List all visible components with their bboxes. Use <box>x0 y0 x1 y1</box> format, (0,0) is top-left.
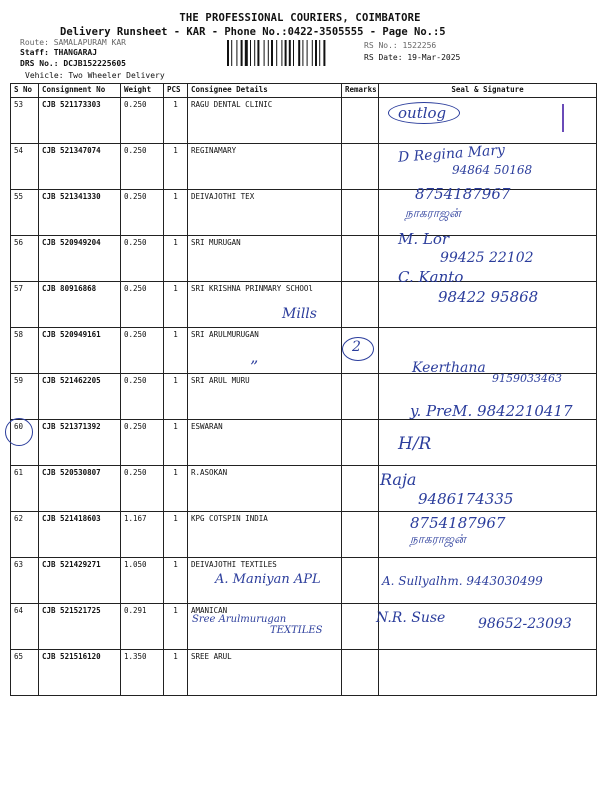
weight-cell: 0.250 <box>121 466 164 512</box>
consignee-cell: SRI MURUGAN <box>188 236 342 282</box>
consignee-cell: SRI KRISHNA PRINMARY SCHOOl <box>188 282 342 328</box>
table-row <box>11 512 597 558</box>
signature-61: H/R <box>398 434 432 454</box>
remarks-cell <box>342 650 379 696</box>
consignee-cell: SREE ARUL <box>188 650 342 696</box>
sno-cell: 59 <box>11 374 39 420</box>
table-row <box>11 98 597 144</box>
remarks-cell <box>342 512 379 558</box>
sno-cell: 64 <box>11 604 39 650</box>
signature-53: outlog <box>398 104 447 122</box>
sno-cell: 60 <box>11 420 39 466</box>
remarks-cell <box>342 282 379 328</box>
vehicle-label: Vehicle: Two Wheeler Delivery <box>25 71 165 80</box>
signature-56-name: M. Lor <box>398 230 450 248</box>
consignee-cell: RAGU DENTAL CLINIC <box>188 98 342 144</box>
consignee-cell: AMANICAN <box>188 604 342 650</box>
signature-cell <box>379 650 597 696</box>
signature-59-name: Keerthana <box>412 360 486 376</box>
weight-cell: 0.250 <box>121 328 164 374</box>
pcs-cell: 1 <box>164 604 188 650</box>
consignment-cell: CJB 521371392 <box>39 420 121 466</box>
weight-cell: 1.350 <box>121 650 164 696</box>
weight-cell: 0.291 <box>121 604 164 650</box>
col-remarks: Remarks <box>342 84 379 98</box>
col-seal-signature: Seal & Signature <box>379 84 597 98</box>
consignment-cell: CJB 520530807 <box>39 466 121 512</box>
note-58-mills: Mills <box>282 306 317 322</box>
signature-62-name: Raja <box>380 470 417 489</box>
weight-cell: 0.250 <box>121 236 164 282</box>
consignee-cell: REGINAMARY <box>188 144 342 190</box>
pcs-cell: 1 <box>164 420 188 466</box>
weight-cell: 0.250 <box>121 190 164 236</box>
signature-65-phone: 98652-23093 <box>478 616 572 632</box>
remarks-cell <box>342 558 379 604</box>
note-64: A. Maniyan APL <box>215 572 321 587</box>
pcs-cell: 1 <box>164 558 188 604</box>
pcs-cell: 1 <box>164 98 188 144</box>
route-label: Route: SAMALAPURAM KAR <box>20 38 126 47</box>
pcs-cell: 1 <box>164 466 188 512</box>
consignment-cell: CJB 521462205 <box>39 374 121 420</box>
pcs-cell: 1 <box>164 328 188 374</box>
sno-cell: 57 <box>11 282 39 328</box>
weight-cell: 0.250 <box>121 282 164 328</box>
barcode <box>227 40 357 66</box>
consignee-cell: R.ASOKAN <box>188 466 342 512</box>
table-row <box>11 420 597 466</box>
signature-59-phone: 9159033463 <box>492 372 562 385</box>
note-65-textiles: TEXTILES <box>270 625 323 636</box>
signature-55-name: நாகராஜன் <box>405 206 461 220</box>
rs-date: RS Date: 19-Mar-2025 <box>364 53 461 62</box>
pcs-cell: 1 <box>164 236 188 282</box>
table-row <box>11 650 597 696</box>
weight-cell: 1.167 <box>121 512 164 558</box>
weight-cell: 0.250 <box>121 420 164 466</box>
signature-65-name: N.R. Suse <box>376 610 446 626</box>
company-title: THE PROFESSIONAL COURIERS, COIMBATORE <box>179 12 421 24</box>
sno-cell: 53 <box>11 98 39 144</box>
consignee-cell: ESWARAN <box>188 420 342 466</box>
remarks-cell <box>342 98 379 144</box>
sno-cell: 63 <box>11 558 39 604</box>
signature-54-phone: 94864 50168 <box>452 163 533 177</box>
signature-62-phone: 9486174335 <box>418 490 514 508</box>
consignment-cell: CJB 521347074 <box>39 144 121 190</box>
consignment-cell: CJB 520949161 <box>39 328 121 374</box>
col-consignment: Consignment No <box>39 84 121 98</box>
sno-cell: 56 <box>11 236 39 282</box>
pcs-cell: 1 <box>164 374 188 420</box>
pcs-cell: 1 <box>164 190 188 236</box>
drs-number: DRS No.: DCJB152225605 <box>20 59 126 68</box>
remarks-cell <box>342 420 379 466</box>
col-weight: Weight <box>121 84 164 98</box>
rs-number: RS No.: 1522256 <box>364 41 437 50</box>
consignment-cell: CJB 521418603 <box>39 512 121 558</box>
signature-60: y. PreM. 9842210417 <box>410 402 573 420</box>
weight-cell: 0.250 <box>121 144 164 190</box>
consignment-cell: CJB 521521725 <box>39 604 121 650</box>
remarks-cell <box>342 374 379 420</box>
weight-cell: 0.250 <box>121 374 164 420</box>
col-sno: S No <box>11 84 39 98</box>
pcs-cell: 1 <box>164 282 188 328</box>
signature-57-name: C. Kanto <box>398 268 464 286</box>
signature-63-phone: 8754187967 <box>410 514 506 532</box>
sno-cell: 62 <box>11 512 39 558</box>
sno-cell: 58 <box>11 328 39 374</box>
col-pcs: PCS <box>164 84 188 98</box>
sno-cell: 61 <box>11 466 39 512</box>
sno-cell: 65 <box>11 650 39 696</box>
remarks-cell <box>342 466 379 512</box>
sno-cell: 55 <box>11 190 39 236</box>
circle-59-number: 2 <box>352 339 361 355</box>
signature-55-phone: 8754187967 <box>415 185 511 203</box>
consignee-cell: SRI ARUL MURU <box>188 374 342 420</box>
circle-row-61 <box>5 418 33 446</box>
signature-57-phone: 98422 95868 <box>438 288 539 306</box>
pcs-cell: 1 <box>164 144 188 190</box>
weight-cell: 0.250 <box>121 98 164 144</box>
pcs-cell: 1 <box>164 512 188 558</box>
remarks-cell <box>342 190 379 236</box>
consignee-cell: DEIVAJOTHI TEX <box>188 190 342 236</box>
weight-cell: 1.050 <box>121 558 164 604</box>
consignee-cell: DEIVAJOTHI TEXTILES <box>188 558 342 604</box>
staff-label: Staff: THANGARAJ <box>20 48 98 57</box>
margin-mark-53 <box>562 104 564 132</box>
consignment-cell: CJB 521173303 <box>39 98 121 144</box>
signature-54-name: D Regina Mary <box>397 142 506 166</box>
pcs-cell: 1 <box>164 650 188 696</box>
col-consignee: Consignee Details <box>188 84 342 98</box>
signature-56-phone: 99425 22102 <box>440 250 534 266</box>
consignee-cell: KPG COTSPIN INDIA <box>188 512 342 558</box>
consignment-cell: CJB 520949204 <box>39 236 121 282</box>
signature-64: A. Sullyalhm. 9443030499 <box>382 574 543 588</box>
remarks-cell <box>342 236 379 282</box>
table-row <box>11 328 597 374</box>
table-header-row <box>11 84 597 98</box>
note-65-name: Sree Arulmurugan <box>192 614 287 625</box>
remarks-cell <box>342 604 379 650</box>
ditto-59: ” <box>250 357 259 376</box>
consignee-cell: SRI ARULMURUGAN <box>188 328 342 374</box>
consignment-cell: CJB 80916868 <box>39 282 121 328</box>
signature-63-name: நாகராஜன் <box>410 532 466 546</box>
sno-cell: 54 <box>11 144 39 190</box>
signature-53-loop <box>388 102 460 124</box>
remarks-cell <box>342 144 379 190</box>
consignment-cell: CJB 521516120 <box>39 650 121 696</box>
runsheet-title: Delivery Runsheet - KAR - Phone No.:0422-3505555 - Page No.:5 <box>60 26 446 38</box>
consignment-cell: CJB 521429271 <box>39 558 121 604</box>
consignment-cell: CJB 521341330 <box>39 190 121 236</box>
